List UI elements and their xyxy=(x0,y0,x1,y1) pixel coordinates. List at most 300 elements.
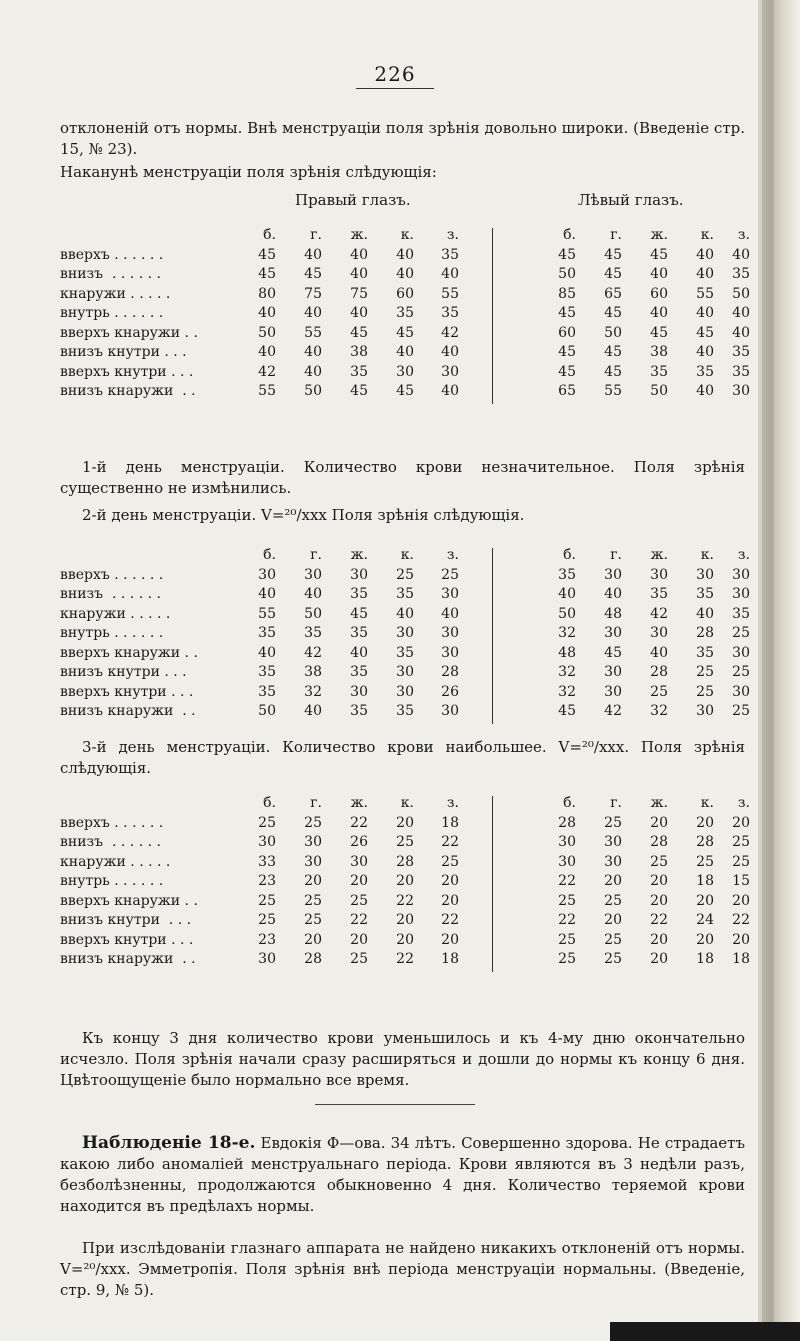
table-cell: 30 xyxy=(350,683,368,700)
table-cell: 25 xyxy=(396,566,414,583)
table-cell: 32 xyxy=(558,664,576,680)
table-cell: 45 xyxy=(558,363,576,380)
table-cell: 40 xyxy=(732,305,750,321)
table-cell: 40 xyxy=(396,344,414,360)
table-cell: 25 xyxy=(304,912,322,928)
observation-title: Наблюденіе 18-е. xyxy=(82,1133,256,1153)
table-cell: 20 xyxy=(732,892,750,909)
table-cell: 30 xyxy=(396,363,414,380)
table-cell: 40 xyxy=(732,246,750,263)
table-row xyxy=(60,833,750,853)
row-label: внутрь . . . . . . xyxy=(60,873,164,889)
column-header-row xyxy=(60,546,750,566)
table-cell: 45 xyxy=(650,324,668,341)
table-cell: 25 xyxy=(258,912,276,928)
table-cell: 40 xyxy=(304,344,322,360)
table-row xyxy=(60,343,750,363)
table-cell: 35 xyxy=(350,703,368,719)
table-row xyxy=(60,683,750,703)
table-cell: 50 xyxy=(604,324,622,341)
row-label: вверхъ кнутри . . . xyxy=(60,363,194,380)
table-cell: 45 xyxy=(396,383,414,399)
table-cell: 22 xyxy=(441,912,459,928)
table-row xyxy=(60,265,750,285)
column-header: ж. xyxy=(350,795,368,811)
table-cell: 40 xyxy=(396,605,414,622)
table-cell: 25 xyxy=(696,683,714,700)
table-cell: 20 xyxy=(304,931,322,948)
table-cell: 20 xyxy=(696,931,714,948)
column-header: к. xyxy=(700,227,714,243)
day1-paragraph: 1-й день менструаціи. Количество крови незначительное. Поля зрѣнія существенно не измѣнились. xyxy=(60,458,745,497)
table-cell: 30 xyxy=(696,703,714,719)
table-cell: 35 xyxy=(350,363,368,380)
table-cell: 45 xyxy=(558,305,576,321)
table-row xyxy=(60,911,750,931)
table-cell: 30 xyxy=(604,834,622,850)
table-cell: 32 xyxy=(558,625,576,641)
table-cell: 45 xyxy=(350,605,368,622)
table-cell: 33 xyxy=(258,853,276,870)
table-cell: 20 xyxy=(396,912,414,928)
table-cell: 22 xyxy=(396,951,414,967)
table-cell: 50 xyxy=(304,605,322,622)
table-cell: 40 xyxy=(441,344,459,360)
table-cell: 23 xyxy=(258,873,276,889)
table-cell: 35 xyxy=(696,586,714,602)
table-cell: 22 xyxy=(441,834,459,850)
table-cell: 25 xyxy=(650,683,668,700)
table-cell: 40 xyxy=(441,266,459,282)
column-header: з. xyxy=(737,795,750,811)
conclusion-paragraph: Къ концу 3 дня количество крови уменьшилось и къ 4-му дню окончательно исчезло. Поля зрѣнія начали сразу расширяться и дошли до нормы къ концу 6 дня. Цвѣтоощущеніе было нормально все время. xyxy=(60,1029,745,1089)
table-cell: 40 xyxy=(304,246,322,263)
row-label: внизъ . . . . . . xyxy=(60,586,161,602)
table-cell: 25 xyxy=(732,703,750,719)
table-cell: 25 xyxy=(732,664,750,680)
table-cell: 22 xyxy=(732,912,750,928)
scan-border xyxy=(610,1322,800,1341)
table-cell: 30 xyxy=(732,683,750,700)
table-row xyxy=(60,872,750,892)
table-cell: 20 xyxy=(650,814,668,831)
table-row xyxy=(60,624,750,644)
column-header: г. xyxy=(310,795,322,811)
table-cell: 55 xyxy=(441,285,459,302)
table-cell: 22 xyxy=(350,912,368,928)
table-cell: 28 xyxy=(650,664,668,680)
table-cell: 25 xyxy=(732,625,750,641)
table-cell: 28 xyxy=(396,853,414,870)
row-label: вверхъ кнутри . . . xyxy=(60,931,194,948)
table-cell: 42 xyxy=(258,363,276,380)
table-cell: 30 xyxy=(604,853,622,870)
table-cell: 40 xyxy=(696,344,714,360)
table-cell: 20 xyxy=(350,931,368,948)
table-cell: 25 xyxy=(696,664,714,680)
column-header: ж. xyxy=(350,227,368,243)
column-header: ж. xyxy=(650,795,668,811)
table-cell: 40 xyxy=(441,605,459,622)
table-cell: 20 xyxy=(396,931,414,948)
table-cell: 45 xyxy=(350,383,368,399)
column-header: г. xyxy=(310,227,322,243)
table-row xyxy=(60,950,750,970)
table-cell: 85 xyxy=(558,285,576,302)
table-cell: 40 xyxy=(350,266,368,282)
table-cell: 55 xyxy=(604,383,622,399)
table-cell: 45 xyxy=(304,266,322,282)
table-cell: 40 xyxy=(650,644,668,661)
table-cell: 35 xyxy=(396,644,414,661)
table-cell: 35 xyxy=(304,625,322,641)
table-cell: 25 xyxy=(558,931,576,948)
table-cell: 45 xyxy=(396,324,414,341)
column-header: г. xyxy=(610,547,622,563)
table-cell: 40 xyxy=(650,266,668,282)
table-cell: 45 xyxy=(604,246,622,263)
table-cell: 26 xyxy=(350,834,368,850)
table-cell: 30 xyxy=(604,664,622,680)
table-cell: 24 xyxy=(696,912,714,928)
table-cell: 35 xyxy=(350,664,368,680)
table-cell: 30 xyxy=(650,625,668,641)
table-cell: 25 xyxy=(696,853,714,870)
table-cell: 20 xyxy=(396,814,414,831)
column-header: з. xyxy=(446,547,459,563)
table-cell: 40 xyxy=(258,344,276,360)
column-header: г. xyxy=(610,795,622,811)
table-cell: 45 xyxy=(350,324,368,341)
table-cell: 30 xyxy=(350,566,368,583)
column-header: б. xyxy=(563,795,576,811)
table-cell: 35 xyxy=(350,586,368,602)
table-cell: 25 xyxy=(441,566,459,583)
table-cell: 25 xyxy=(604,951,622,967)
table-cell: 23 xyxy=(258,931,276,948)
table-cell: 35 xyxy=(258,664,276,680)
table-cell: 30 xyxy=(732,644,750,661)
table-cell: 60 xyxy=(650,285,668,302)
table-cell: 20 xyxy=(441,873,459,889)
table-cell: 40 xyxy=(396,246,414,263)
table-cell: 25 xyxy=(604,892,622,909)
table-cell: 42 xyxy=(441,324,459,341)
row-label: кнаружи . . . . . xyxy=(60,605,171,622)
table-row xyxy=(60,931,750,951)
table-cell: 50 xyxy=(258,324,276,341)
eye-divider-line xyxy=(492,548,493,724)
table-cell: 30 xyxy=(441,703,459,719)
table-cell: 35 xyxy=(258,625,276,641)
table-cell: 50 xyxy=(558,266,576,282)
table-cell: 45 xyxy=(558,703,576,719)
table-cell: 35 xyxy=(558,566,576,583)
column-header: з. xyxy=(737,227,750,243)
table-cell: 28 xyxy=(441,664,459,680)
table-cell: 40 xyxy=(350,644,368,661)
table-cell: 40 xyxy=(258,644,276,661)
table-cell: 35 xyxy=(650,363,668,380)
table-cell: 45 xyxy=(558,246,576,263)
table-cell: 25 xyxy=(396,834,414,850)
visual-field-table-1 xyxy=(60,226,750,402)
table-row xyxy=(60,363,750,383)
table-cell: 25 xyxy=(604,931,622,948)
table-cell: 30 xyxy=(441,644,459,661)
table-cell: 35 xyxy=(732,605,750,622)
table-row xyxy=(60,285,750,305)
table-cell: 35 xyxy=(696,644,714,661)
table-cell: 30 xyxy=(304,834,322,850)
table-cell: 32 xyxy=(558,683,576,700)
table-cell: 22 xyxy=(558,912,576,928)
table-cell: 40 xyxy=(732,324,750,341)
table-cell: 25 xyxy=(558,951,576,967)
table-cell: 55 xyxy=(258,605,276,622)
row-label: кнаружи . . . . . xyxy=(60,853,171,870)
table-cell: 20 xyxy=(350,873,368,889)
page-number: 226 xyxy=(0,62,790,86)
table-cell: 30 xyxy=(604,683,622,700)
table-cell: 30 xyxy=(558,853,576,870)
table-cell: 30 xyxy=(650,566,668,583)
table-cell: 50 xyxy=(732,285,750,302)
table-cell: 30 xyxy=(441,586,459,602)
column-header: ж. xyxy=(650,227,668,243)
table-cell: 30 xyxy=(396,664,414,680)
intro-line-1: отклоненій отъ нормы. Внѣ менструаціи поля зрѣнія довольно широки. (Введеніе стр. 15, № 23). xyxy=(60,119,745,158)
row-label: внизъ кнутри . . . xyxy=(60,344,187,360)
table-cell: 35 xyxy=(396,703,414,719)
table-cell: 40 xyxy=(304,586,322,602)
row-label: внутрь . . . . . . xyxy=(60,305,164,321)
table-cell: 25 xyxy=(441,853,459,870)
row-label: вверхъ кнутри . . . xyxy=(60,683,194,700)
table-row xyxy=(60,853,750,873)
row-label: вверхъ кнаружи . . xyxy=(60,324,198,341)
table-cell: 40 xyxy=(304,363,322,380)
table-cell: 30 xyxy=(304,566,322,583)
table-cell: 65 xyxy=(604,285,622,302)
table-cell: 50 xyxy=(258,703,276,719)
table-row xyxy=(60,246,750,266)
table-cell: 40 xyxy=(304,703,322,719)
table-cell: 20 xyxy=(696,892,714,909)
table-cell: 80 xyxy=(258,285,276,302)
table-cell: 40 xyxy=(696,246,714,263)
column-header: б. xyxy=(563,547,576,563)
table-cell: 35 xyxy=(396,586,414,602)
table-cell: 35 xyxy=(732,344,750,360)
row-label: кнаружи . . . . . xyxy=(60,285,171,302)
table-cell: 48 xyxy=(558,644,576,661)
row-label: внизъ . . . . . . xyxy=(60,834,161,850)
table-cell: 20 xyxy=(650,892,668,909)
binding-shadow xyxy=(762,0,774,1341)
table-cell: 45 xyxy=(558,344,576,360)
column-header: з. xyxy=(446,795,459,811)
table-cell: 15 xyxy=(732,873,750,889)
table-cell: 32 xyxy=(304,683,322,700)
table-cell: 35 xyxy=(732,266,750,282)
table-cell: 38 xyxy=(350,344,368,360)
row-label: вверхъ . . . . . . xyxy=(60,246,164,263)
table-cell: 30 xyxy=(732,566,750,583)
table-cell: 55 xyxy=(304,324,322,341)
table-row xyxy=(60,382,750,402)
table-cell: 45 xyxy=(604,266,622,282)
table-cell: 20 xyxy=(650,931,668,948)
table-cell: 22 xyxy=(650,912,668,928)
table-cell: 35 xyxy=(441,305,459,321)
table-cell: 75 xyxy=(350,285,368,302)
table-cell: 28 xyxy=(650,834,668,850)
table-cell: 20 xyxy=(604,873,622,889)
column-header: б. xyxy=(563,227,576,243)
intro-line-2: Наканунѣ менструаціи поля зрѣнія слѣдующія: xyxy=(60,163,437,181)
table-cell: 55 xyxy=(258,383,276,399)
column-header: б. xyxy=(263,795,276,811)
table-cell: 20 xyxy=(304,873,322,889)
table-cell: 18 xyxy=(696,873,714,889)
table-cell: 25 xyxy=(350,951,368,967)
table-cell: 28 xyxy=(696,834,714,850)
row-label: внизъ кнаружи . . xyxy=(60,951,196,967)
table-cell: 42 xyxy=(650,605,668,622)
table-cell: 20 xyxy=(441,931,459,948)
table-cell: 40 xyxy=(696,266,714,282)
left-eye-header: Лѣвый глазъ. xyxy=(578,191,684,209)
table-cell: 30 xyxy=(604,625,622,641)
table-cell: 50 xyxy=(650,383,668,399)
table-cell: 40 xyxy=(696,605,714,622)
table-cell: 25 xyxy=(558,892,576,909)
table-cell: 30 xyxy=(604,566,622,583)
observation-text: Евдокія Ф—ова. 34 лѣтъ. Совершенно здорова. Не страдаетъ какою либо аномаліей менструальнаго періода. Крови являются въ 3 недѣли разъ, безболѣзненны, продолжаются обыкновенно 4 дня. Количество теряемой крови находится въ предѣлахъ нормы. xyxy=(60,1134,745,1215)
table-cell: 20 xyxy=(732,814,750,831)
column-header: б. xyxy=(263,227,276,243)
table-row xyxy=(60,702,750,722)
table-cell: 45 xyxy=(696,324,714,341)
table-cell: 20 xyxy=(604,912,622,928)
table-cell: 45 xyxy=(604,344,622,360)
column-header: г. xyxy=(310,547,322,563)
table-cell: 30 xyxy=(304,853,322,870)
table-cell: 30 xyxy=(258,951,276,967)
table-cell: 28 xyxy=(696,625,714,641)
table-cell: 42 xyxy=(304,644,322,661)
table-cell: 25 xyxy=(604,814,622,831)
column-header: б. xyxy=(263,547,276,563)
table-cell: 45 xyxy=(258,266,276,282)
table-cell: 25 xyxy=(732,834,750,850)
table-cell: 25 xyxy=(650,853,668,870)
column-header: з. xyxy=(446,227,459,243)
table-cell: 65 xyxy=(558,383,576,399)
table-cell: 28 xyxy=(558,814,576,831)
table-cell: 40 xyxy=(258,305,276,321)
examination-paragraph: При изслѣдованіи глазнаго аппарата не найдено никакихъ отклоненій отъ нормы. V=²⁰/xxx. Эмметропія. Поля зрѣнія внѣ періода менструаціи нормальны. (Введеніе, стр. 9, № 5). xyxy=(60,1239,745,1299)
section-divider xyxy=(315,1104,475,1105)
table-row xyxy=(60,566,750,586)
table-cell: 30 xyxy=(258,834,276,850)
table-cell: 40 xyxy=(696,383,714,399)
row-label: вверхъ кнаружи . . xyxy=(60,892,198,909)
table-cell: 22 xyxy=(396,892,414,909)
table-cell: 45 xyxy=(604,305,622,321)
table-row xyxy=(60,644,750,664)
row-label: вверхъ . . . . . . xyxy=(60,814,164,831)
column-header-row xyxy=(60,226,750,246)
table-cell: 35 xyxy=(441,246,459,263)
table-cell: 30 xyxy=(396,683,414,700)
table-cell: 25 xyxy=(304,892,322,909)
table-cell: 45 xyxy=(258,246,276,263)
table-cell: 30 xyxy=(732,586,750,602)
table-cell: 25 xyxy=(258,814,276,831)
table-cell: 35 xyxy=(732,363,750,380)
table-cell: 45 xyxy=(604,363,622,380)
visual-field-table-2 xyxy=(60,546,750,722)
table-cell: 25 xyxy=(304,814,322,831)
day3-paragraph: 3-й день менструаціи. Количество крови наибольшее. V=²⁰/xxx. Поля зрѣнія слѣдующія. xyxy=(60,738,745,777)
table-cell: 35 xyxy=(650,586,668,602)
table-cell: 40 xyxy=(696,305,714,321)
row-label: вверхъ . . . . . . xyxy=(60,566,164,583)
table-cell: 20 xyxy=(441,892,459,909)
observation-paragraph xyxy=(60,1133,745,1217)
column-header: к. xyxy=(400,795,414,811)
table-row xyxy=(60,814,750,834)
row-label: внизъ кнутри . . . xyxy=(60,912,192,928)
table-cell: 30 xyxy=(732,383,750,399)
table-cell: 18 xyxy=(732,951,750,967)
table-cell: 30 xyxy=(350,853,368,870)
table-cell: 45 xyxy=(604,644,622,661)
row-label: внизъ кнутри . . . xyxy=(60,664,187,680)
table-cell: 26 xyxy=(441,683,459,700)
eye-divider-line xyxy=(492,796,493,972)
table-cell: 48 xyxy=(604,605,622,622)
intro-paragraph xyxy=(60,118,745,183)
table-cell: 40 xyxy=(304,305,322,321)
table-row xyxy=(60,324,750,344)
table-cell: 45 xyxy=(650,246,668,263)
column-header: к. xyxy=(400,227,414,243)
table-row xyxy=(60,892,750,912)
table-cell: 40 xyxy=(350,246,368,263)
table-cell: 50 xyxy=(304,383,322,399)
table-cell: 18 xyxy=(441,951,459,967)
visual-field-table-3 xyxy=(60,794,750,970)
row-label: внутрь . . . . . . xyxy=(60,625,164,641)
table-cell: 20 xyxy=(696,814,714,831)
table-cell: 32 xyxy=(650,703,668,719)
table-cell: 30 xyxy=(441,625,459,641)
table-cell: 35 xyxy=(350,625,368,641)
table-cell: 38 xyxy=(650,344,668,360)
day2-paragraph: 2-й день менструаціи. V=²⁰/xxx Поля зрѣнія слѣдующія. xyxy=(82,506,525,524)
table-cell: 25 xyxy=(350,892,368,909)
table-cell: 38 xyxy=(304,664,322,680)
row-label: внизъ . . . . . . xyxy=(60,266,161,282)
column-header: г. xyxy=(610,227,622,243)
table-cell: 25 xyxy=(258,892,276,909)
column-header-row xyxy=(60,794,750,814)
table-cell: 40 xyxy=(396,266,414,282)
table-row xyxy=(60,585,750,605)
